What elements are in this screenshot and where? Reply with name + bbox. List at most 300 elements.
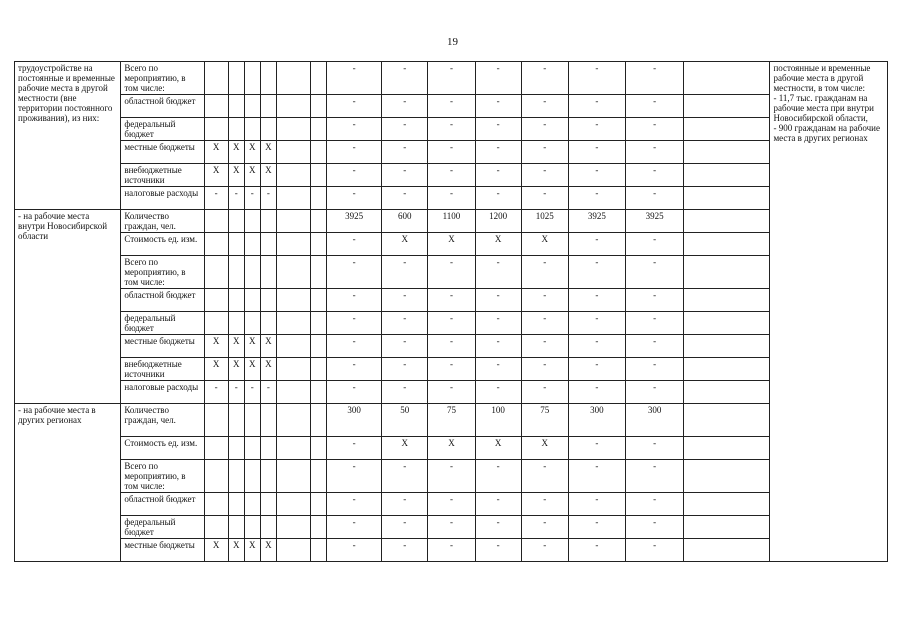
year-value-cell: 1025 [521,210,568,233]
mark-cell [228,233,244,256]
year-value-cell: - [521,493,568,516]
mark-cell [228,516,244,539]
mark-cell [260,460,276,493]
year-value-cell: - [382,460,428,493]
year-value-cell: - [475,118,521,141]
year-value-cell: - [475,516,521,539]
table-row [15,335,888,358]
year-value-cell: - [382,256,428,289]
year-value-cell: - [327,233,382,256]
year-value-cell: - [428,312,475,335]
year-value-cell: 3925 [327,210,382,233]
year-value-cell: - [327,460,382,493]
row-item-label: Всего по мероприятию, в том числе: [121,62,204,95]
mark-cell: X [204,141,228,164]
mark-cell [228,404,244,437]
empty-cell [684,210,770,233]
year-value-cell: - [626,95,684,118]
empty-cell [310,358,326,381]
mark-cell: X [228,141,244,164]
year-value-cell: - [626,256,684,289]
year-value-cell: - [382,95,428,118]
year-value-cell: - [626,141,684,164]
empty-cell [310,187,326,210]
table-row [15,289,888,312]
empty-cell [684,335,770,358]
mark-cell: X [204,358,228,381]
mark-cell: X [260,358,276,381]
year-value-cell: - [626,312,684,335]
row-item-label: областной бюджет [121,95,204,118]
year-value-cell: 50 [382,404,428,437]
empty-cell [684,141,770,164]
year-value-cell: - [568,437,625,460]
year-value-cell: - [626,233,684,256]
year-value-cell: - [428,516,475,539]
year-value-cell: - [382,289,428,312]
empty-cell [276,210,310,233]
empty-cell [310,210,326,233]
mark-cell [244,95,260,118]
empty-cell [276,437,310,460]
year-value-cell: - [568,312,625,335]
year-value-cell: - [428,141,475,164]
empty-cell [310,256,326,289]
year-value-cell: - [327,335,382,358]
empty-cell [310,404,326,437]
year-value-cell: - [475,289,521,312]
mark-cell [244,118,260,141]
year-value-cell: - [428,335,475,358]
year-value-cell: - [382,516,428,539]
year-value-cell: - [568,256,625,289]
row-item-label: Всего по мероприятию, в том числе: [121,256,204,289]
empty-cell [276,493,310,516]
row-item-label: федеральный бюджет [121,516,204,539]
year-value-cell: - [568,289,625,312]
year-value-cell: 1200 [475,210,521,233]
empty-cell [310,62,326,95]
mark-cell: X [228,358,244,381]
empty-cell [276,118,310,141]
empty-cell [276,95,310,118]
mark-cell [244,437,260,460]
row-item-label: Количество граждан, чел. [121,404,204,437]
year-value-cell: X [382,437,428,460]
empty-cell [276,289,310,312]
mark-cell [244,256,260,289]
row-item-label: местные бюджеты [121,335,204,358]
year-value-cell: - [327,358,382,381]
mark-cell [228,210,244,233]
empty-cell [276,381,310,404]
mark-cell [260,312,276,335]
year-value-cell: - [428,460,475,493]
year-value-cell: - [521,187,568,210]
year-value-cell: - [521,118,568,141]
mark-cell [204,289,228,312]
expected-results-note: постоянные и временные рабочие места в другой местности, в том числе: - 11,7 тыс. гражданам на рабочие места при внутри Новосибирской области, - 900 гражданам на рабочие места в других регионах [770,62,888,562]
year-value-cell: - [626,289,684,312]
year-value-cell: - [568,141,625,164]
year-value-cell: 300 [626,404,684,437]
empty-cell [684,539,770,562]
table-row [15,95,888,118]
mark-cell: X [204,164,228,187]
year-value-cell: - [327,516,382,539]
empty-cell [684,358,770,381]
mark-cell [204,437,228,460]
mark-cell [244,210,260,233]
empty-cell [684,381,770,404]
year-value-cell: - [327,187,382,210]
empty-cell [310,289,326,312]
mark-cell [228,437,244,460]
year-value-cell: - [475,539,521,562]
row-item-label: федеральный бюджет [121,118,204,141]
year-value-cell: - [428,539,475,562]
year-value-cell: - [382,358,428,381]
mark-cell [244,404,260,437]
mark-cell [204,516,228,539]
empty-cell [684,516,770,539]
mark-cell [260,95,276,118]
row-item-label: налоговые расходы [121,381,204,404]
year-value-cell: - [382,539,428,562]
mark-cell [244,62,260,95]
mark-cell [228,118,244,141]
year-value-cell: - [428,381,475,404]
empty-cell [310,312,326,335]
table-row [15,404,888,437]
row-item-label: федеральный бюджет [121,312,204,335]
year-value-cell: - [327,95,382,118]
year-value-cell: - [327,437,382,460]
table-row [15,233,888,256]
row-item-label: Стоимость ед. изм. [121,233,204,256]
empty-cell [310,381,326,404]
empty-cell [276,516,310,539]
year-value-cell: - [475,62,521,95]
year-value-cell: - [521,95,568,118]
row-item-label: местные бюджеты [121,539,204,562]
year-value-cell: - [382,118,428,141]
year-value-cell: 300 [568,404,625,437]
empty-cell [684,437,770,460]
empty-cell [310,539,326,562]
mark-cell [244,289,260,312]
empty-cell [684,95,770,118]
year-value-cell: - [568,187,625,210]
year-value-cell: - [626,539,684,562]
table-row [15,516,888,539]
mark-cell: X [260,539,276,562]
mark-cell [228,62,244,95]
year-value-cell: 300 [327,404,382,437]
mark-cell [228,289,244,312]
year-value-cell: - [382,187,428,210]
table-row [15,539,888,562]
year-value-cell: - [475,312,521,335]
year-value-cell: - [568,460,625,493]
table-row [15,210,888,233]
mark-cell: X [260,164,276,187]
year-value-cell: - [568,62,625,95]
empty-cell [310,460,326,493]
year-value-cell: - [382,335,428,358]
year-value-cell: - [428,187,475,210]
year-value-cell: - [475,493,521,516]
mark-cell [244,516,260,539]
year-value-cell: - [382,141,428,164]
year-value-cell: - [568,539,625,562]
empty-cell [684,404,770,437]
empty-cell [684,164,770,187]
mark-cell [228,460,244,493]
year-value-cell: - [382,62,428,95]
table-row [15,187,888,210]
year-value-cell: X [521,233,568,256]
empty-cell [276,62,310,95]
year-value-cell: - [428,164,475,187]
empty-cell [276,164,310,187]
mark-cell: - [244,187,260,210]
year-value-cell: - [568,118,625,141]
mark-cell [204,62,228,95]
year-value-cell: - [382,164,428,187]
empty-cell [276,141,310,164]
mark-cell [204,210,228,233]
year-value-cell: - [327,312,382,335]
year-value-cell: - [475,335,521,358]
year-value-cell: - [428,493,475,516]
mark-cell [260,493,276,516]
table-row [15,437,888,460]
year-value-cell: - [428,289,475,312]
year-value-cell: - [475,187,521,210]
table-row [15,118,888,141]
mark-cell: X [228,335,244,358]
year-value-cell: - [428,358,475,381]
empty-cell [310,95,326,118]
table-row [15,460,888,493]
mark-cell [204,460,228,493]
year-value-cell: - [568,358,625,381]
mark-cell: X [244,539,260,562]
year-value-cell: - [475,164,521,187]
year-value-cell: - [626,358,684,381]
empty-cell [684,460,770,493]
mark-cell [204,95,228,118]
empty-cell [310,335,326,358]
empty-cell [276,233,310,256]
mark-cell [260,118,276,141]
empty-cell [310,437,326,460]
mark-cell: - [260,381,276,404]
year-value-cell: - [521,312,568,335]
year-value-cell: - [327,289,382,312]
row-item-label: внебюджетные источники [121,164,204,187]
empty-cell [276,460,310,493]
empty-cell [684,312,770,335]
year-value-cell: - [327,539,382,562]
empty-cell [276,256,310,289]
year-value-cell: - [428,118,475,141]
year-value-cell: - [626,164,684,187]
mark-cell: - [204,381,228,404]
year-value-cell: - [475,141,521,164]
year-value-cell: - [475,358,521,381]
table-row [15,141,888,164]
year-value-cell: - [626,381,684,404]
mark-cell [260,233,276,256]
year-value-cell: - [521,141,568,164]
year-value-cell: 3925 [568,210,625,233]
year-value-cell: - [428,95,475,118]
year-value-cell: - [521,62,568,95]
year-value-cell: 600 [382,210,428,233]
section-label: трудоустройстве на постоянные и временные рабочие места в другой местности (вне территории постоянного проживания), из них: [15,62,121,210]
year-value-cell: - [521,358,568,381]
table-row [15,312,888,335]
year-value-cell: X [428,233,475,256]
table-row [15,62,888,95]
empty-cell [684,289,770,312]
row-item-label: местные бюджеты [121,141,204,164]
table-row [15,164,888,187]
mark-cell [204,118,228,141]
year-value-cell: - [428,62,475,95]
mark-cell [260,516,276,539]
mark-cell [204,233,228,256]
mark-cell: X [260,335,276,358]
year-value-cell: X [428,437,475,460]
mark-cell [204,493,228,516]
mark-cell [244,312,260,335]
empty-cell [276,312,310,335]
empty-cell [276,539,310,562]
year-value-cell: X [521,437,568,460]
year-value-cell: - [626,460,684,493]
mark-cell [228,256,244,289]
empty-cell [684,62,770,95]
year-value-cell: - [327,493,382,516]
empty-cell [310,516,326,539]
year-value-cell: - [521,289,568,312]
year-value-cell: - [521,516,568,539]
year-value-cell: - [327,141,382,164]
mark-cell [204,404,228,437]
mark-cell [228,312,244,335]
row-item-label: налоговые расходы [121,187,204,210]
mark-cell [244,233,260,256]
year-value-cell: - [428,256,475,289]
year-value-cell: - [521,164,568,187]
year-value-cell: - [475,256,521,289]
year-value-cell: - [568,164,625,187]
year-value-cell: - [475,95,521,118]
year-value-cell: - [382,381,428,404]
year-value-cell: - [568,493,625,516]
year-value-cell: 3925 [626,210,684,233]
row-item-label: областной бюджет [121,289,204,312]
section-label: - на рабочие места внутри Новосибирской области [15,210,121,404]
year-value-cell: - [626,516,684,539]
year-value-cell: - [327,118,382,141]
year-value-cell: - [521,460,568,493]
year-value-cell: - [626,493,684,516]
year-value-cell: - [568,335,625,358]
year-value-cell: 1100 [428,210,475,233]
year-value-cell: - [475,381,521,404]
mark-cell: - [228,381,244,404]
mark-cell [204,256,228,289]
table-row [15,381,888,404]
mark-cell: - [260,187,276,210]
empty-cell [684,118,770,141]
year-value-cell: - [521,381,568,404]
year-value-cell: X [382,233,428,256]
mark-cell [228,493,244,516]
mark-cell: X [260,141,276,164]
year-value-cell: - [521,539,568,562]
table-row [15,493,888,516]
year-value-cell: - [568,233,625,256]
year-value-cell: - [327,256,382,289]
mark-cell: X [228,164,244,187]
year-value-cell: - [521,335,568,358]
year-value-cell: - [626,118,684,141]
mark-cell [204,312,228,335]
empty-cell [310,164,326,187]
mark-cell: X [244,141,260,164]
mark-cell: - [228,187,244,210]
year-value-cell: 100 [475,404,521,437]
mark-cell: X [244,164,260,187]
mark-cell [260,404,276,437]
program-table [14,61,888,562]
mark-cell [244,493,260,516]
empty-cell [276,358,310,381]
mark-cell: X [204,539,228,562]
mark-cell: X [228,539,244,562]
year-value-cell: - [626,335,684,358]
empty-cell [684,187,770,210]
year-value-cell: - [327,381,382,404]
year-value-cell: - [327,62,382,95]
mark-cell: X [244,358,260,381]
empty-cell [276,404,310,437]
year-value-cell: - [475,460,521,493]
row-item-label: Стоимость ед. изм. [121,437,204,460]
year-value-cell: X [475,437,521,460]
row-item-label: Всего по мероприятию, в том числе: [121,460,204,493]
year-value-cell: - [327,164,382,187]
row-item-label: внебюджетные источники [121,358,204,381]
empty-cell [310,233,326,256]
table-row [15,358,888,381]
empty-cell [684,493,770,516]
year-value-cell: - [382,493,428,516]
mark-cell: X [204,335,228,358]
mark-cell [260,256,276,289]
year-value-cell: - [626,437,684,460]
year-value-cell: X [475,233,521,256]
mark-cell [260,210,276,233]
section-label: - на рабочие места в других регионах [15,404,121,562]
empty-cell [310,493,326,516]
year-value-cell: - [626,62,684,95]
